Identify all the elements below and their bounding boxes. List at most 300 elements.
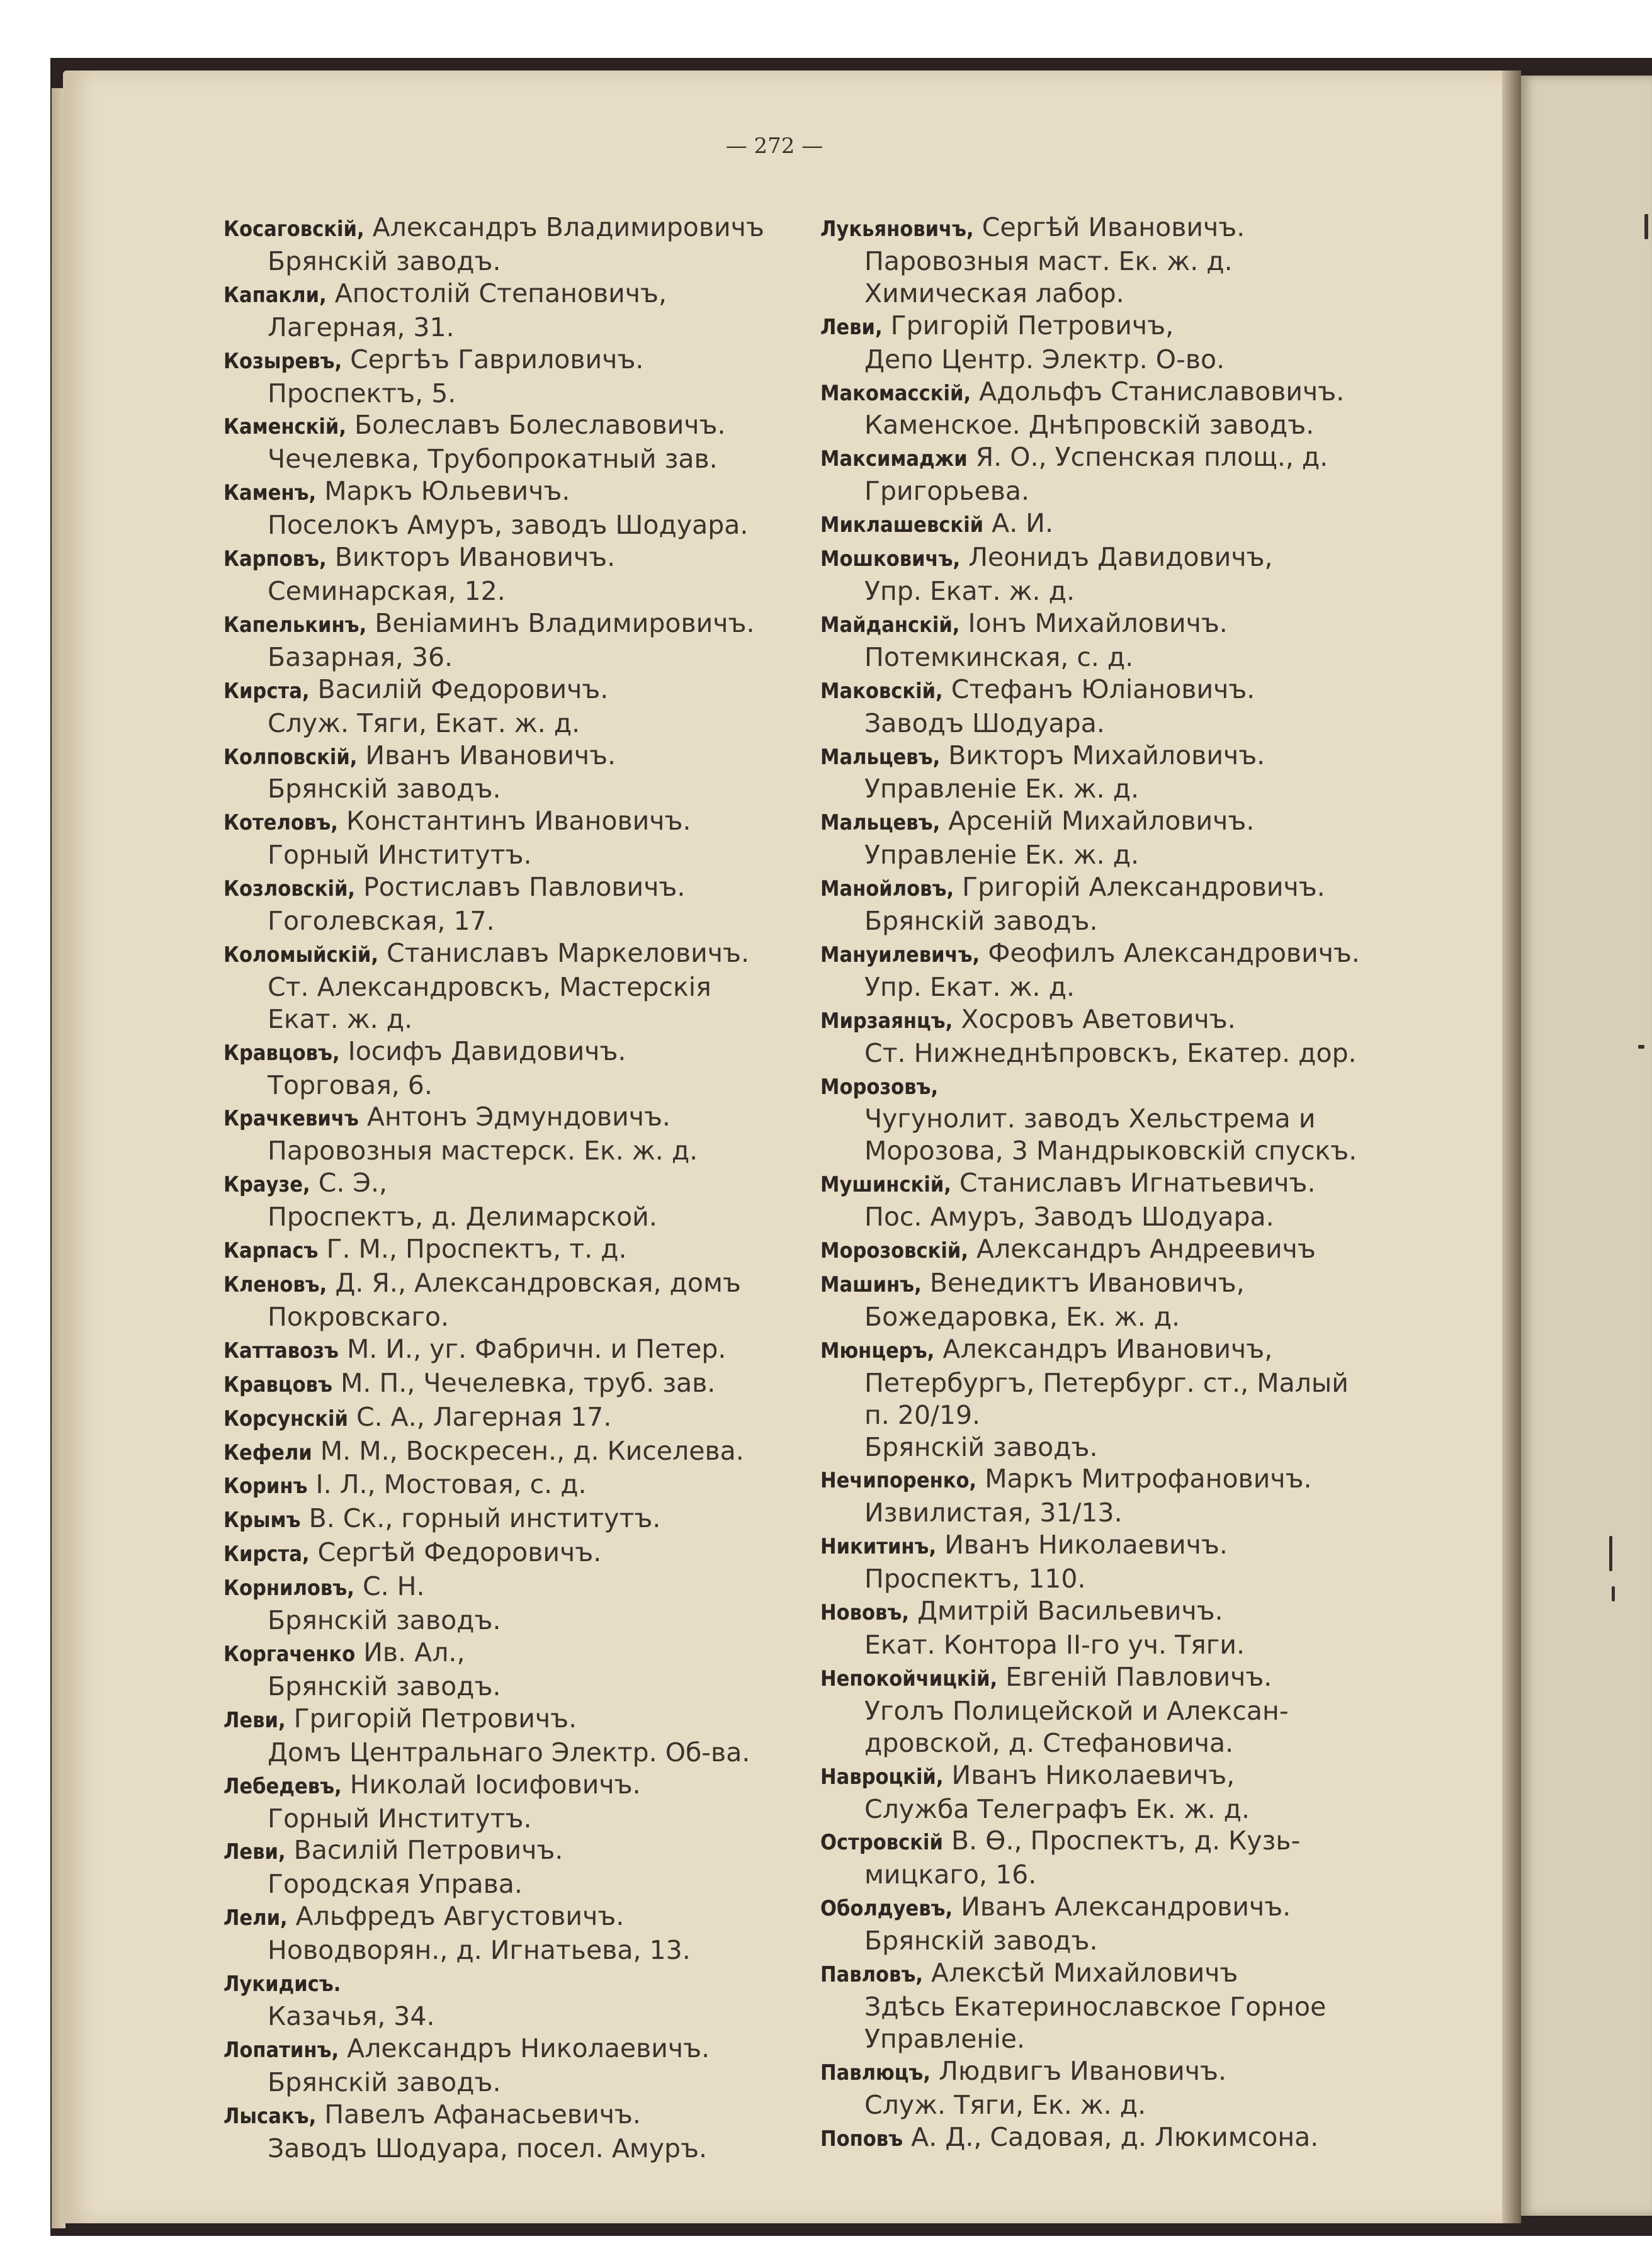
- directory-entry: [223, 1637, 809, 1703]
- entry-address-line: [820, 1201, 1400, 1233]
- facing-page-mark: [1612, 1586, 1615, 1601]
- entry-surname: Леви,: [820, 314, 883, 340]
- entry-text: Иванъ Александровичъ.: [961, 1892, 1291, 1922]
- entry-text: В. Ск., горный институтъ.: [308, 1503, 661, 1534]
- entry-surname: Капакли,: [223, 282, 327, 308]
- entry-text: Ст. Александровскъ, Мастерскія: [268, 971, 711, 1002]
- directory-entry: [223, 674, 809, 740]
- directory-entry: [820, 1267, 1400, 1333]
- entry-first-line: [223, 1101, 809, 1135]
- entry-surname: Нечипоренко,: [820, 1468, 977, 1494]
- entry-first-line: [223, 1035, 809, 1069]
- entry-text: Г. М., Проспектъ, т. д.: [326, 1234, 627, 1265]
- entry-first-line: [223, 674, 809, 708]
- entry-text: Здѣсь Екатеринославское Горное: [864, 1991, 1327, 2022]
- directory-entry: [223, 1233, 809, 1267]
- directory-entry: [223, 1966, 809, 2033]
- entry-first-line: [223, 541, 809, 575]
- entry-surname: Кленовъ,: [223, 1272, 327, 1297]
- entry-text: Веніаминъ Владимировичъ.: [375, 607, 755, 638]
- entry-surname: Нововъ,: [820, 1600, 909, 1626]
- directory-entry: [820, 1957, 1400, 2055]
- entry-text: Хосровъ Аветовичъ.: [961, 1003, 1236, 1034]
- entry-text: Упр. Екат. ж. д.: [864, 575, 1075, 606]
- directory-entry: [820, 1759, 1400, 1825]
- entry-surname: Машинъ,: [820, 1272, 922, 1297]
- entry-text: С. А., Лагерная 17.: [356, 1401, 612, 1432]
- entry-text: Новодворян., д. Игнатьева, 13.: [268, 1935, 691, 1966]
- entry-text: мицкаго, 16.: [864, 1859, 1037, 1890]
- directory-entry: [820, 1233, 1400, 1267]
- entry-text: Казачья, 34.: [268, 2000, 435, 2031]
- entry-address-line: [820, 1037, 1400, 1069]
- directory-entry: [223, 1367, 809, 1401]
- entry-first-line: [223, 1367, 809, 1401]
- entry-surname: Лукидисъ.: [223, 1972, 341, 1997]
- entry-surname: Оболдуевъ,: [820, 1896, 953, 1922]
- entry-surname: Островскій: [820, 1830, 943, 1856]
- entry-address-line: [820, 1103, 1400, 1135]
- directory-entry: [820, 871, 1400, 937]
- entry-text: Антонъ Эдмундовичъ.: [366, 1102, 670, 1132]
- entry-address-line: [820, 1727, 1400, 1759]
- entry-text: Горный Институтъ.: [268, 840, 532, 871]
- entry-address-line: [820, 1629, 1400, 1661]
- entry-text: Альфредъ Августовичъ.: [295, 1901, 625, 1932]
- entry-text: Александръ Андреевичъ: [976, 1234, 1316, 1265]
- entry-address-line: [820, 344, 1400, 376]
- entry-surname: Карповъ,: [223, 546, 327, 572]
- entry-first-line: [820, 1595, 1400, 1629]
- entry-text: Служба Телеграфъ Ек. ж. д.: [864, 1793, 1250, 1824]
- directory-entry: [223, 541, 809, 607]
- entry-text: Химическая лабор.: [864, 278, 1124, 308]
- directory-entry: [223, 212, 809, 278]
- entry-text: Брянскій заводъ.: [864, 906, 1098, 937]
- entry-first-line: [223, 409, 809, 443]
- entry-first-line: [223, 1571, 809, 1605]
- entry-surname: Корсунскій: [223, 1406, 348, 1431]
- entry-address-line: [820, 905, 1400, 937]
- entry-surname: Поповъ: [820, 2126, 903, 2152]
- directory-entry: [223, 1333, 809, 1367]
- right-column: [820, 212, 1400, 2155]
- entry-surname: Мирзаянцъ,: [820, 1008, 953, 1034]
- entry-text: М. И., уг. Фабричн. и Петер.: [346, 1333, 727, 1364]
- directory-entry: [223, 1435, 809, 1469]
- entry-text: п. 20/19.: [864, 1399, 981, 1430]
- entry-surname: Каменъ,: [223, 480, 317, 506]
- directory-entry: [820, 740, 1400, 806]
- entry-text: Управленіе Ек. ж. д.: [864, 840, 1140, 871]
- directory-entry: [820, 1529, 1400, 1595]
- entry-text: Божедаровка, Ек. ж. д.: [864, 1301, 1180, 1332]
- entry-address-line: [820, 575, 1400, 607]
- entry-text: Ив. Ал.,: [363, 1637, 465, 1667]
- directory-entry: [223, 871, 809, 937]
- directory-entry: [223, 278, 809, 344]
- directory-entry: [820, 1333, 1400, 1464]
- entry-first-line: [820, 607, 1400, 641]
- entry-address-line: [223, 905, 809, 937]
- directory-entry: [820, 1167, 1400, 1233]
- entry-text: Брянскій заводъ.: [268, 245, 501, 276]
- entry-text: Григорій Петровичъ.: [293, 1703, 577, 1734]
- entry-first-line: [223, 1503, 809, 1537]
- directory-entry: [223, 1035, 809, 1102]
- entry-text: Покровскаго.: [268, 1301, 450, 1332]
- directory-entry: [223, 1167, 809, 1233]
- entry-first-line: [820, 441, 1400, 475]
- entry-text: Лагерная, 31.: [268, 312, 455, 342]
- entry-address-line: [820, 971, 1400, 1003]
- directory-entry: [820, 1595, 1400, 1661]
- directory-entry: [223, 1769, 809, 1835]
- entry-surname: Морозовъ,: [820, 1074, 939, 1100]
- entry-address-line: [223, 971, 809, 1003]
- entry-first-line: [820, 805, 1400, 839]
- entry-address-line: [820, 1563, 1400, 1595]
- entry-text: Петербургъ, Петербург. ст., Малый: [864, 1367, 1349, 1398]
- entry-text: Торговая, 6.: [268, 1069, 433, 1100]
- entry-surname: Кирста,: [223, 678, 310, 704]
- entry-surname: Леви,: [223, 1839, 286, 1865]
- entry-text: Василій Петровичъ.: [293, 1835, 563, 1866]
- directory-entry: [223, 1267, 809, 1333]
- directory-entry: [820, 937, 1400, 1003]
- entry-address-line: [223, 443, 809, 475]
- entry-address-line: [820, 2023, 1400, 2055]
- entry-text: Потемкинская, с. д.: [864, 641, 1134, 672]
- entry-address-line: [223, 1201, 809, 1233]
- entry-first-line: [820, 1825, 1400, 1859]
- entry-text: Депо Центр. Электр. О-во.: [864, 344, 1225, 375]
- directory-entry: [223, 344, 809, 410]
- directory-entry: [820, 2055, 1400, 2121]
- entry-first-line: [820, 1069, 1400, 1103]
- entry-text: Проспектъ, д. Делимарской.: [268, 1202, 657, 1233]
- entry-first-line: [223, 344, 809, 378]
- entry-text: Сергѣй Федоровичъ.: [317, 1537, 602, 1568]
- entry-text: Иванъ Николаевичъ.: [944, 1530, 1228, 1560]
- entry-first-line: [820, 1957, 1400, 1991]
- entry-surname: Павловъ,: [820, 1962, 923, 1988]
- entry-surname: Козыревъ,: [223, 348, 342, 374]
- directory-entry: [820, 1069, 1400, 1168]
- directory-entry: [223, 740, 809, 806]
- entry-text: Чугунолит. заводъ Хельстрема и: [864, 1103, 1316, 1134]
- entry-text: Домъ Центральнаго Электр. Об-ва.: [268, 1737, 750, 1768]
- entry-surname: Лебедевъ,: [223, 1773, 342, 1799]
- entry-first-line: [223, 1267, 809, 1301]
- entry-text: Заводъ Шодуара.: [864, 708, 1105, 738]
- entry-address-line: [820, 773, 1400, 805]
- entry-surname: Коргаченко: [223, 1641, 356, 1667]
- entry-text: Григорій Петровичъ,: [890, 310, 1174, 341]
- entry-text: І. Л., Мостовая, с. д.: [315, 1469, 587, 1500]
- entry-first-line: [820, 1267, 1400, 1301]
- entry-text: Управленіе.: [864, 2023, 1025, 2054]
- entry-address-line: [223, 2067, 809, 2099]
- entry-address-line: [820, 278, 1400, 310]
- entry-first-line: [820, 376, 1400, 410]
- entry-text: Григорій Александровичъ.: [962, 872, 1325, 903]
- entry-text: Семинарская, 12.: [268, 575, 506, 606]
- facing-page-edge: [1521, 76, 1652, 2216]
- entry-first-line: [223, 740, 809, 774]
- directory-entry: [223, 2033, 809, 2099]
- entry-surname: Мальцевъ,: [820, 744, 941, 770]
- entry-address-line: [820, 708, 1400, 740]
- facing-page-mark: [1609, 1536, 1612, 1571]
- entry-surname: Каттавозъ: [223, 1338, 339, 1363]
- entry-first-line: [223, 1233, 809, 1267]
- entry-text: Викторъ Михайловичъ.: [948, 740, 1265, 770]
- entry-text: Брянскій заводъ.: [864, 1431, 1098, 1462]
- entry-first-line: [223, 475, 809, 509]
- directory-entry: [223, 805, 809, 871]
- directory-entry: [820, 507, 1400, 541]
- entry-address-line: [820, 245, 1400, 278]
- entry-text: Брянскій заводъ.: [268, 774, 501, 804]
- entry-surname: Крымъ: [223, 1508, 301, 1533]
- entry-text: Арсеній Михайловичъ.: [948, 806, 1255, 837]
- entry-text: Упр. Екат. ж. д.: [864, 971, 1075, 1002]
- entry-text: Городская Управа.: [268, 1869, 523, 1900]
- directory-entry: [820, 1891, 1400, 1957]
- entry-text: Феофилъ Александровичъ.: [988, 937, 1360, 968]
- entry-first-line: [223, 871, 809, 905]
- entry-text: М. М., Воскресен., д. Киселева.: [320, 1435, 744, 1466]
- entry-address-line: [223, 1737, 809, 1769]
- directory-entry: [223, 1571, 809, 1637]
- entry-first-line: [223, 1469, 809, 1503]
- entry-surname: Кравцовъ,: [223, 1040, 340, 1066]
- entry-text: С. Э.,: [318, 1168, 388, 1199]
- entry-first-line: [223, 1401, 809, 1435]
- directory-entry: [820, 310, 1400, 376]
- entry-address-line: [223, 641, 809, 674]
- entry-text: Ст. Нижнеднѣпровскъ, Екатер. дор.: [864, 1037, 1357, 1068]
- entry-text: Извилистая, 31/13.: [864, 1498, 1123, 1528]
- entry-surname: Мушинскій,: [820, 1172, 951, 1198]
- entry-first-line: [820, 541, 1400, 575]
- entry-surname: Максимаджи: [820, 446, 968, 472]
- entry-text: Брянскій заводъ.: [864, 1926, 1098, 1956]
- entry-text: Паровозныя мастерск. Ек. ж. д.: [268, 1136, 698, 1166]
- entry-address-line: [223, 2000, 809, 2033]
- entry-text: Станиславъ Маркеловичъ.: [387, 937, 749, 968]
- entry-text: Стефанъ Юліановичъ.: [951, 674, 1255, 704]
- directory-entry: [820, 2121, 1400, 2155]
- entry-surname: Каменскій,: [223, 414, 346, 440]
- entry-address-line: [820, 1301, 1400, 1333]
- entry-address-line: [223, 1003, 809, 1035]
- entry-text: Григорьева.: [864, 476, 1030, 507]
- entry-text: Чечелевка, Трубопрокатный зав.: [268, 444, 718, 475]
- entry-address-line: [223, 1135, 809, 1167]
- entry-surname: Майданскій,: [820, 612, 960, 638]
- entry-text: Николай Іосифовичъ.: [349, 1769, 641, 1800]
- entry-surname: Лопатинъ,: [223, 2037, 339, 2063]
- entry-address-line: [820, 2089, 1400, 2121]
- entry-first-line: [820, 1891, 1400, 1925]
- entry-first-line: [223, 805, 809, 839]
- entry-text: Паровозныя маст. Ек. ж. д.: [864, 245, 1233, 276]
- entry-text: Константинъ Ивановичъ.: [346, 806, 691, 837]
- directory-entry: [223, 1101, 809, 1167]
- entry-text: Екат. ж. д.: [268, 1003, 413, 1034]
- entry-surname: Карпасъ: [223, 1238, 319, 1264]
- entry-surname: Колповскій,: [223, 744, 358, 770]
- entry-first-line: [820, 1167, 1400, 1201]
- entry-text: Брянскій заводъ.: [268, 1671, 501, 1701]
- entry-text: Поселокъ Амуръ, заводъ Шодуара.: [268, 510, 749, 541]
- entry-text: Сергѣъ Гавриловичъ.: [350, 344, 644, 375]
- entry-address-line: [820, 409, 1400, 441]
- entry-first-line: [223, 607, 809, 641]
- entry-first-line: [223, 2033, 809, 2067]
- entry-surname: Павлюцъ,: [820, 2060, 931, 2085]
- entry-text: Александръ Владимировичъ: [372, 212, 764, 242]
- facing-page-mark: [1644, 214, 1648, 239]
- directory-entry: [223, 1900, 809, 1966]
- entry-address-line: [223, 245, 809, 278]
- entry-address-line: [820, 1859, 1400, 1891]
- entry-first-line: [820, 2055, 1400, 2089]
- entry-first-line: [820, 1333, 1400, 1367]
- entry-address-line: [820, 1135, 1400, 1167]
- entry-surname: Манойловъ,: [820, 876, 954, 902]
- directory-entry: [223, 475, 809, 541]
- entry-address-line: [820, 1991, 1400, 2023]
- entry-text: Іонъ Михайловичъ.: [968, 607, 1228, 638]
- entry-address-line: [223, 1868, 809, 1900]
- directory-entry: [820, 212, 1400, 310]
- entry-address-line: [820, 1367, 1400, 1399]
- entry-surname: Мальцевъ,: [820, 810, 941, 836]
- entry-address-line: [223, 312, 809, 344]
- directory-entry: [820, 805, 1400, 871]
- entry-surname: Мануилевичъ,: [820, 942, 980, 968]
- entry-first-line: [820, 740, 1400, 774]
- entry-surname: Маковскій,: [820, 678, 943, 704]
- entry-text: Д. Я., Александровская, домъ: [335, 1268, 741, 1298]
- entry-surname: Непокойчицкій,: [820, 1666, 998, 1691]
- directory-entry: [820, 376, 1400, 442]
- entry-surname: Кравцовъ: [223, 1372, 332, 1397]
- entry-address-line: [223, 708, 809, 740]
- entry-text: Иванъ Николаевичъ,: [951, 1759, 1235, 1790]
- directory-entry: [820, 1463, 1400, 1529]
- entry-surname: Лысакъ,: [223, 2103, 317, 2129]
- entry-first-line: [820, 674, 1400, 708]
- entry-text: Проспектъ, 5.: [268, 378, 456, 409]
- entry-text: Управленіе Ек. ж. д.: [864, 774, 1140, 804]
- entry-first-line: [820, 1759, 1400, 1793]
- entry-text: Леонидъ Давидовичъ,: [968, 542, 1273, 573]
- entry-surname: Капелькинъ,: [223, 612, 367, 638]
- directory-entry: [820, 607, 1400, 674]
- entry-surname: Леви,: [223, 1707, 286, 1733]
- entry-text: Викторъ Ивановичъ.: [334, 542, 616, 573]
- entry-first-line: [820, 2121, 1400, 2155]
- entry-address-line: [223, 1605, 809, 1637]
- entry-text: Екат. Контора ІІ-го уч. Тяги.: [864, 1629, 1245, 1660]
- entry-text: Адольфъ Станиславовичъ.: [979, 376, 1345, 407]
- entry-surname: Коломыйскій,: [223, 942, 378, 968]
- directory-entry: [820, 541, 1400, 607]
- entry-address-line: [223, 378, 809, 410]
- entry-text: Горный Институтъ.: [268, 1803, 532, 1834]
- entry-address-line: [223, 773, 809, 805]
- facing-page-mark: [1638, 1045, 1644, 1049]
- entry-address-line: [223, 1934, 809, 1966]
- entry-first-line: [223, 278, 809, 312]
- entry-text: Станиславъ Игнатьевичъ.: [959, 1168, 1316, 1199]
- entry-surname: Мюнцеръ,: [820, 1338, 935, 1363]
- entry-surname: Коринъ: [223, 1474, 308, 1499]
- entry-surname: Краузе,: [223, 1172, 310, 1198]
- entry-text: Павелъ Афанасьевичъ.: [324, 2099, 641, 2130]
- directory-entry: [223, 409, 809, 475]
- entry-first-line: [223, 1834, 809, 1868]
- entry-text: Іосифъ Давидовичъ.: [348, 1035, 626, 1066]
- entry-first-line: [223, 1900, 809, 1934]
- entry-surname: Макомасскій,: [820, 380, 971, 406]
- directory-entry: [223, 1503, 809, 1537]
- entry-surname: Кефели: [223, 1440, 312, 1465]
- entry-address-line: [820, 1399, 1400, 1431]
- entry-first-line: [820, 1233, 1400, 1267]
- entry-text: Служ. Тяги, Ек. ж. д.: [864, 2089, 1146, 2120]
- entry-first-line: [223, 1703, 809, 1737]
- directory-entry: [820, 1825, 1400, 1891]
- directory-entry: [820, 441, 1400, 507]
- entry-text: Алексѣй Михайловичъ: [931, 1958, 1238, 1989]
- directory-entry: [223, 1703, 809, 1769]
- directory-entry: [820, 1003, 1400, 1069]
- entry-text: Сергѣй Ивановичъ.: [982, 212, 1245, 242]
- page-number: — 272 —: [725, 133, 823, 159]
- entry-text: Заводъ Шодуара, посел. Амуръ.: [268, 2133, 708, 2164]
- entry-text: Брянскій заводъ.: [268, 2067, 501, 2097]
- entry-text: Пос. Амуръ, Заводъ Шодуара.: [864, 1202, 1274, 1233]
- entry-text: Каменское. Днѣпровскій заводъ.: [864, 410, 1315, 441]
- entry-text: Базарная, 36.: [268, 641, 453, 672]
- entry-address-line: [820, 839, 1400, 871]
- entry-text: дровской, д. Стефановича.: [864, 1727, 1234, 1758]
- entry-address-line: [223, 839, 809, 871]
- entry-address-line: [223, 1671, 809, 1703]
- entry-text: Служ. Тяги, Екат. ж. д.: [268, 708, 580, 738]
- entry-text: Болеславъ Болеславовичъ.: [354, 410, 726, 441]
- book-gutter: [1502, 71, 1521, 2223]
- entry-address-line: [223, 575, 809, 607]
- entry-address-line: [820, 475, 1400, 507]
- left-column: [223, 212, 809, 2164]
- entry-text: Маркъ Юльевичъ.: [324, 476, 570, 507]
- entry-first-line: [820, 1661, 1400, 1695]
- entry-surname: Лели,: [223, 1905, 288, 1931]
- directory-entry: [820, 674, 1400, 740]
- directory-entry: [223, 1834, 809, 1900]
- entry-surname: Косаговскій,: [223, 217, 365, 242]
- entry-text: Я. О., Успенская площ., д.: [975, 442, 1328, 473]
- entry-surname: Лукьяновичъ,: [820, 217, 974, 242]
- entry-text: А. Д., Садовая, д. Люкимсона.: [911, 2121, 1319, 2152]
- entry-text: Проспектъ, 110.: [864, 1564, 1086, 1594]
